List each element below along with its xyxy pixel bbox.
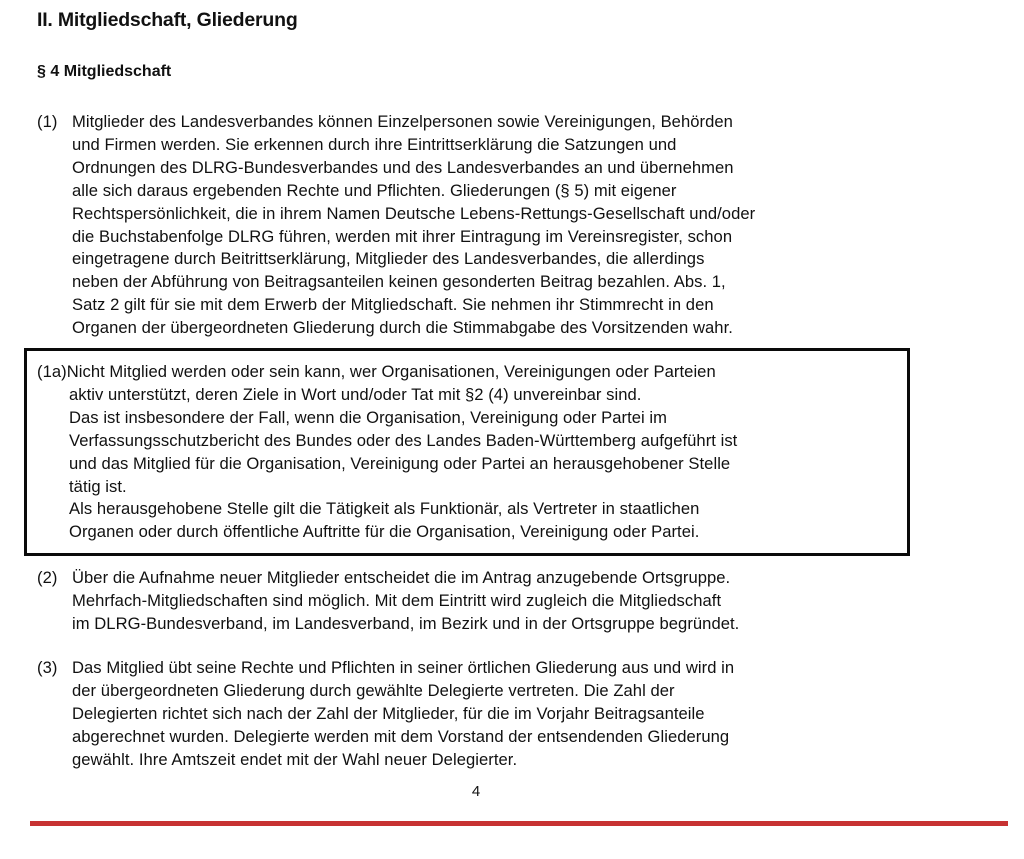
paragraph-number: (1a) <box>37 362 67 381</box>
paragraph-line: neben der Abführung von Beitragsanteilen keinen gesonderten Beitrag bezahlen. Abs. 1, <box>72 272 726 292</box>
chapter-heading: II. Mitgliedschaft, Gliederung <box>37 9 298 31</box>
paragraph-line: Delegierten richtet sich nach der Zahl der Mitglieder, für die im Vorjahr Beitragsanteile <box>72 703 705 723</box>
paragraph-line: alle sich daraus ergebenden Rechte und Pflichten. Gliederungen (§ 5) mit eigener <box>72 180 677 200</box>
paragraph-1a <box>37 361 737 544</box>
paragraph-line: Organen der übergeordneten Gliederung durch die Stimmabgabe des Vorsitzenden wahr. <box>72 318 733 338</box>
paragraph-line: aktiv unterstützt, deren Ziele in Wort und/oder Tat mit §2 (4) unvereinbar sind. <box>69 384 642 404</box>
paragraph-1 <box>37 111 755 340</box>
paragraph-line: und das Mitglied für die Organisation, Vereinigung oder Partei an herausgehobener Stelle <box>69 453 731 473</box>
paragraph-line: Mitglieder des Landesverbandes können Einzelpersonen sowie Vereinigungen, Behörden <box>72 112 733 131</box>
paragraph-3 <box>37 657 734 772</box>
paragraph-line: Mehrfach-Mitgliedschaften sind möglich. Mit dem Eintritt wird zugleich die Mitgliedschaft <box>72 590 722 610</box>
paragraph-line: Organen oder durch öffentliche Auftritte für die Organisation, Vereinigung oder Partei. <box>69 522 700 542</box>
paragraph-line: gewählt. Ihre Amtszeit endet mit der Wahl neuer Delegierter. <box>72 749 518 769</box>
paragraph-line: Über die Aufnahme neuer Mitglieder entscheidet die im Antrag anzugebende Ortsgruppe. <box>72 568 731 587</box>
paragraph-line: der übergeordneten Gliederung durch gewählte Delegierte vertreten. Die Zahl der <box>72 680 675 700</box>
paragraph-line: eingetragene durch Beitrittserklärung, Mitglieder des Landesverbandes, die allerdings <box>72 249 705 269</box>
paragraph-line: abgerechnet wurden. Delegierte werden mit dem Vorstand der entsendenden Gliederung <box>72 726 730 746</box>
paragraph-line-text: Nicht Mitglied werden oder sein kann, wer Organisationen, Vereinigungen oder Parteien <box>66 362 716 381</box>
paragraph-line <box>37 361 737 384</box>
paragraph-line: Ordnungen des DLRG-Bundesverbandes und des Landesverbandes an und übernehmen <box>72 157 734 177</box>
section-heading: § 4 Mitgliedschaft <box>37 63 172 80</box>
page-number: 4 <box>471 783 481 800</box>
paragraph-line: die Buchstabenfolge DLRG führen, werden mit ihrer Eintragung im Vereinsregister, schon <box>72 226 733 246</box>
paragraph-number: (2) <box>37 568 58 587</box>
paragraph-line: Als herausgehobene Stelle gilt die Tätigkeit als Funktionär, als Vertreter in staatlichen <box>69 499 700 519</box>
paragraph-number: (1) <box>37 112 58 131</box>
footer-rule <box>30 821 1008 826</box>
paragraph-2 <box>37 567 739 636</box>
paragraph-line: Satz 2 gilt für sie mit dem Erwerb der Mitgliedschaft. Sie nehmen ihr Stimmrecht in den <box>72 295 714 315</box>
paragraph-number: (3) <box>37 658 58 677</box>
paragraph-line: Das ist insbesondere der Fall, wenn die Organisation, Vereinigung oder Partei im <box>69 407 668 427</box>
paragraph-line: im DLRG-Bundesverband, im Landesverband, im Bezirk und in der Ortsgruppe begründet. <box>72 613 740 633</box>
paragraph-line: tätig ist. <box>69 476 127 496</box>
paragraph-line: Rechtspersönlichkeit, die in ihrem Namen Deutsche Lebens-Rettungs-Gesellschaft und/oder <box>72 203 756 223</box>
paragraph-line: und Firmen werden. Sie erkennen durch ihre Eintrittserklärung die Satzungen und <box>72 134 677 154</box>
paragraph-line: Das Mitglied übt seine Rechte und Pflichten in seiner örtlichen Gliederung aus und wird in <box>72 658 735 677</box>
paragraph-line: Verfassungsschutzbericht des Bundes oder des Landes Baden-Württemberg aufgeführt ist <box>69 430 738 450</box>
